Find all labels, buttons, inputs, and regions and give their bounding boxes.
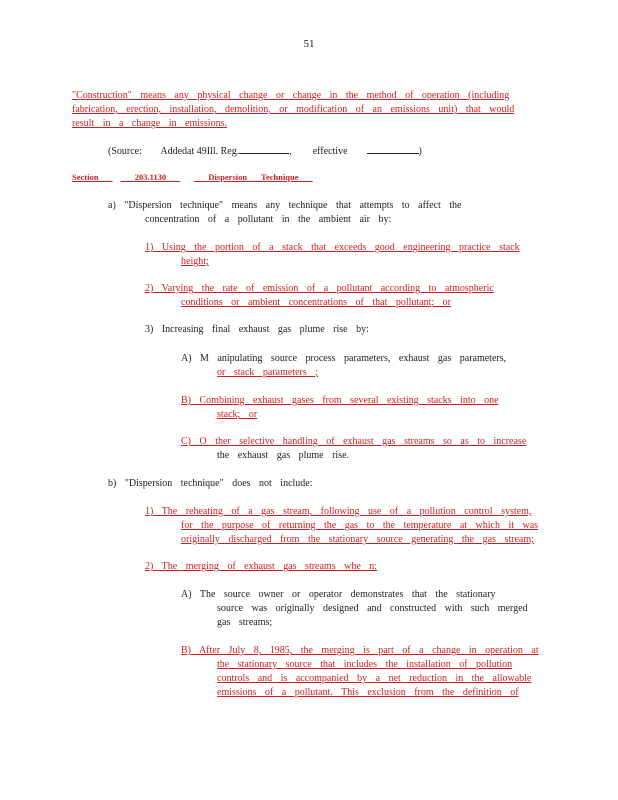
text-line: controls and is accompanied by a net reduction in the allowable bbox=[217, 673, 532, 684]
text-line: conditions or ambient concentrations of that pollutant; or bbox=[181, 297, 452, 308]
item-a1 bbox=[145, 241, 520, 269]
item-b2A bbox=[181, 588, 528, 630]
text-line: "Construction" means any physical change or change in the method of operation (including bbox=[72, 90, 510, 101]
source-label: (Source: bbox=[108, 146, 142, 157]
text-line: source was originally designed and constructed with such merged bbox=[217, 603, 528, 614]
text-line: 2) Varying the rate of emission of a pollutant according to atmospheric bbox=[145, 283, 494, 294]
text-line: 1) Using the portion of a stack that exceeds good engineering practice stack bbox=[145, 242, 520, 253]
text-line: or stack parameters ; bbox=[217, 367, 319, 378]
section-header bbox=[72, 172, 335, 182]
item-a3B bbox=[181, 394, 499, 422]
blank-field bbox=[367, 143, 419, 154]
page-number: 51 bbox=[303, 38, 315, 50]
effective-label: effective bbox=[312, 146, 348, 157]
item-a3C bbox=[181, 435, 526, 463]
text-line: C) O ther selective handling of exhaust gas streams so as to increase bbox=[181, 436, 527, 447]
text-line: the exhaust gas plume rise. bbox=[217, 450, 350, 461]
text-line: originally discharged from the stationary source generating the gas stream; bbox=[181, 534, 534, 545]
text-line: b) "Dispersion technique" does not include: bbox=[108, 478, 313, 489]
section-title: Dispersion Technique bbox=[208, 172, 299, 182]
section-label: Section bbox=[72, 172, 99, 182]
text-line: 1) The reheating of a gas stream, following use of a pollution control system, bbox=[145, 506, 532, 517]
item-b-intro bbox=[108, 477, 313, 491]
text-line: the stationary source that includes the installation of pollution bbox=[217, 659, 513, 670]
text-line: result in a change in emissions. bbox=[72, 118, 227, 129]
item-a-intro bbox=[108, 199, 461, 227]
construction-definition bbox=[72, 89, 514, 131]
text-line: 2) The merging of exhaust gas streams whe n: bbox=[145, 561, 378, 572]
item-a3A bbox=[181, 352, 506, 380]
comma: , bbox=[289, 146, 292, 157]
added-text: Addedat 49Ill. Reg. bbox=[160, 146, 240, 157]
item-a2 bbox=[145, 282, 494, 310]
text-line: height; bbox=[181, 256, 209, 267]
text-line: A) M anipulating source process parameters, exhaust gas parameters, bbox=[181, 353, 507, 364]
text-line: A) The source owner or operator demonstrates that the stationary bbox=[181, 589, 496, 600]
text-line: stack; or bbox=[217, 409, 258, 420]
text-line: 3) Increasing final exhaust gas plume rise by: bbox=[145, 324, 369, 335]
section-number: 203.1130 bbox=[134, 172, 167, 182]
text-line: B) Combining exhaust gases from several existing stacks into one bbox=[181, 395, 499, 406]
text-line: fabrication, erection, installation, demolition, or modification of an emissions unit) that would bbox=[72, 104, 515, 115]
item-b1 bbox=[145, 505, 538, 547]
blank-field bbox=[239, 143, 289, 154]
item-b2B bbox=[181, 644, 539, 700]
item-a3 bbox=[145, 323, 369, 337]
text-line: emissions of a pollutant. This exclusion from the definition of bbox=[217, 687, 519, 698]
text-line: for the purpose of returning the gas to the temperature at which it was bbox=[181, 520, 539, 531]
text-line: B) After July 8, 1985, the merging is part of a change in operation at bbox=[181, 645, 539, 656]
source-note bbox=[108, 143, 422, 159]
item-b2 bbox=[145, 560, 377, 574]
close-paren: ) bbox=[418, 146, 422, 157]
text-line: a) "Dispersion technique" means any technique that attempts to affect the bbox=[108, 200, 462, 211]
text-line: gas streams; bbox=[217, 617, 273, 628]
text-line: concentration of a pollutant in the ambient air by: bbox=[145, 214, 392, 225]
